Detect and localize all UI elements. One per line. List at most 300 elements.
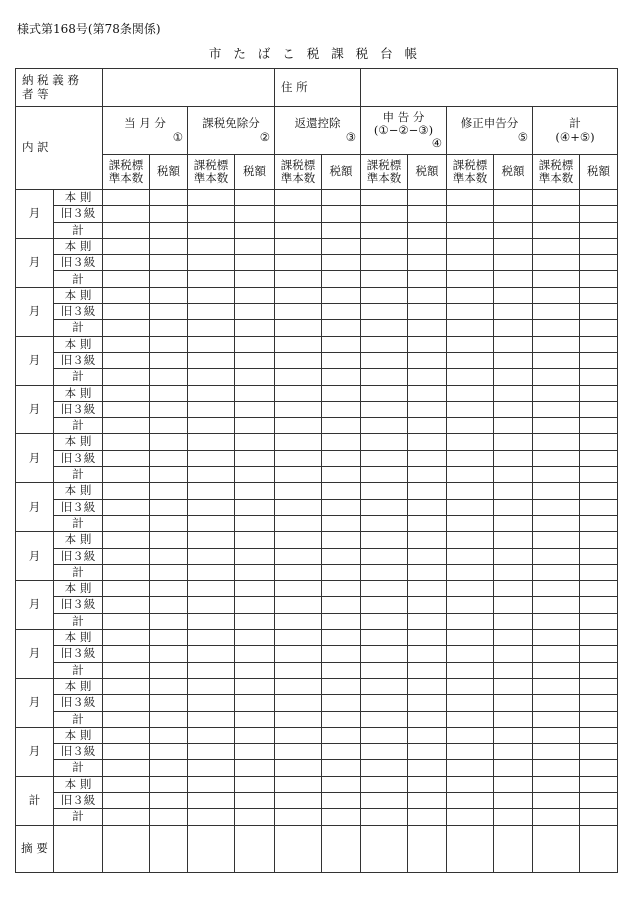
entry-cell[interactable] (103, 238, 150, 254)
entry-cell[interactable] (447, 809, 494, 825)
entry-cell[interactable] (533, 792, 580, 808)
entry-cell[interactable] (494, 385, 533, 401)
summary-entry-cell[interactable] (188, 825, 235, 872)
entry-cell[interactable] (580, 304, 618, 320)
entry-cell[interactable] (103, 727, 150, 743)
entry-cell[interactable] (408, 369, 447, 385)
entry-cell[interactable] (235, 336, 275, 352)
entry-cell[interactable] (533, 662, 580, 678)
entry-cell[interactable] (188, 238, 235, 254)
entry-cell[interactable] (494, 711, 533, 727)
entry-cell[interactable] (533, 418, 580, 434)
entry-cell[interactable] (408, 515, 447, 531)
entry-cell[interactable] (533, 320, 580, 336)
entry-cell[interactable] (188, 532, 235, 548)
entry-cell[interactable] (494, 352, 533, 368)
entry-cell[interactable] (322, 695, 361, 711)
entry-cell[interactable] (361, 434, 408, 450)
entry-cell[interactable] (150, 776, 188, 792)
entry-cell[interactable] (322, 222, 361, 238)
entry-cell[interactable] (408, 190, 447, 206)
entry-cell[interactable] (408, 238, 447, 254)
entry-cell[interactable] (103, 581, 150, 597)
entry-cell[interactable] (235, 581, 275, 597)
entry-cell[interactable] (188, 206, 235, 222)
entry-cell[interactable] (322, 760, 361, 776)
entry-cell[interactable] (580, 695, 618, 711)
entry-cell[interactable] (188, 581, 235, 597)
entry-cell[interactable] (361, 630, 408, 646)
entry-cell[interactable] (275, 695, 322, 711)
entry-cell[interactable] (447, 581, 494, 597)
entry-cell[interactable] (580, 711, 618, 727)
entry-cell[interactable] (408, 613, 447, 629)
entry-cell[interactable] (188, 792, 235, 808)
entry-cell[interactable] (103, 304, 150, 320)
summary-entry-cell[interactable] (580, 825, 618, 872)
entry-cell[interactable] (188, 271, 235, 287)
entry-cell[interactable] (103, 450, 150, 466)
entry-cell[interactable] (580, 597, 618, 613)
entry-cell[interactable] (322, 597, 361, 613)
entry-cell[interactable] (533, 369, 580, 385)
entry-cell[interactable] (103, 190, 150, 206)
entry-cell[interactable] (188, 255, 235, 271)
entry-cell[interactable] (235, 515, 275, 531)
entry-cell[interactable] (322, 792, 361, 808)
entry-cell[interactable] (103, 385, 150, 401)
entry-cell[interactable] (150, 792, 188, 808)
entry-cell[interactable] (150, 564, 188, 580)
entry-cell[interactable] (322, 646, 361, 662)
entry-cell[interactable] (408, 287, 447, 303)
entry-cell[interactable] (447, 352, 494, 368)
entry-cell[interactable] (150, 467, 188, 483)
entry-cell[interactable] (103, 336, 150, 352)
entry-cell[interactable] (275, 483, 322, 499)
entry-cell[interactable] (188, 760, 235, 776)
entry-cell[interactable] (494, 776, 533, 792)
entry-cell[interactable] (275, 792, 322, 808)
entry-cell[interactable] (494, 287, 533, 303)
entry-cell[interactable] (361, 320, 408, 336)
entry-cell[interactable] (235, 646, 275, 662)
entry-cell[interactable] (494, 548, 533, 564)
entry-cell[interactable] (408, 320, 447, 336)
entry-cell[interactable] (408, 662, 447, 678)
entry-cell[interactable] (188, 304, 235, 320)
entry-cell[interactable] (235, 678, 275, 694)
entry-cell[interactable] (533, 287, 580, 303)
entry-cell[interactable] (580, 662, 618, 678)
entry-cell[interactable] (361, 662, 408, 678)
entry-cell[interactable] (103, 613, 150, 629)
entry-cell[interactable] (103, 369, 150, 385)
entry-cell[interactable] (447, 760, 494, 776)
entry-cell[interactable] (103, 206, 150, 222)
entry-cell[interactable] (150, 532, 188, 548)
entry-cell[interactable] (103, 222, 150, 238)
entry-cell[interactable] (533, 727, 580, 743)
entry-cell[interactable] (580, 238, 618, 254)
entry-cell[interactable] (275, 727, 322, 743)
entry-cell[interactable] (361, 206, 408, 222)
summary-entry-cell[interactable] (494, 825, 533, 872)
entry-cell[interactable] (322, 744, 361, 760)
entry-cell[interactable] (103, 695, 150, 711)
entry-cell[interactable] (322, 515, 361, 531)
entry-cell[interactable] (533, 190, 580, 206)
entry-cell[interactable] (408, 564, 447, 580)
entry-cell[interactable] (322, 190, 361, 206)
entry-cell[interactable] (494, 630, 533, 646)
entry-cell[interactable] (447, 271, 494, 287)
entry-cell[interactable] (447, 320, 494, 336)
entry-cell[interactable] (188, 809, 235, 825)
entry-cell[interactable] (322, 385, 361, 401)
entry-cell[interactable] (580, 776, 618, 792)
entry-cell[interactable] (322, 630, 361, 646)
entry-cell[interactable] (188, 222, 235, 238)
entry-cell[interactable] (447, 711, 494, 727)
entry-cell[interactable] (235, 532, 275, 548)
entry-cell[interactable] (275, 450, 322, 466)
entry-cell[interactable] (408, 597, 447, 613)
summary-entry-cell[interactable] (408, 825, 447, 872)
entry-cell[interactable] (103, 776, 150, 792)
entry-cell[interactable] (580, 515, 618, 531)
entry-cell[interactable] (447, 776, 494, 792)
entry-cell[interactable] (494, 792, 533, 808)
entry-cell[interactable] (533, 271, 580, 287)
entry-cell[interactable] (580, 646, 618, 662)
entry-cell[interactable] (103, 532, 150, 548)
entry-cell[interactable] (322, 532, 361, 548)
entry-cell[interactable] (408, 434, 447, 450)
entry-cell[interactable] (533, 532, 580, 548)
entry-cell[interactable] (103, 320, 150, 336)
entry-cell[interactable] (235, 238, 275, 254)
summary-entry-cell[interactable] (150, 825, 188, 872)
entry-cell[interactable] (275, 369, 322, 385)
entry-cell[interactable] (408, 744, 447, 760)
entry-cell[interactable] (533, 467, 580, 483)
entry-cell[interactable] (275, 401, 322, 417)
entry-cell[interactable] (447, 630, 494, 646)
entry-cell[interactable] (235, 548, 275, 564)
entry-cell[interactable] (447, 206, 494, 222)
entry-cell[interactable] (580, 760, 618, 776)
entry-cell[interactable] (103, 467, 150, 483)
entry-cell[interactable] (275, 434, 322, 450)
entry-cell[interactable] (494, 206, 533, 222)
entry-cell[interactable] (150, 222, 188, 238)
entry-cell[interactable] (447, 385, 494, 401)
entry-cell[interactable] (408, 401, 447, 417)
entry-cell[interactable] (533, 744, 580, 760)
entry-cell[interactable] (150, 483, 188, 499)
entry-cell[interactable] (494, 613, 533, 629)
entry-cell[interactable] (447, 515, 494, 531)
entry-cell[interactable] (494, 532, 533, 548)
entry-cell[interactable] (322, 727, 361, 743)
entry-cell[interactable] (533, 304, 580, 320)
entry-cell[interactable] (235, 434, 275, 450)
entry-cell[interactable] (322, 450, 361, 466)
entry-cell[interactable] (275, 744, 322, 760)
entry-cell[interactable] (103, 564, 150, 580)
entry-cell[interactable] (235, 630, 275, 646)
entry-cell[interactable] (322, 776, 361, 792)
entry-cell[interactable] (494, 222, 533, 238)
summary-blank-cell[interactable] (54, 825, 103, 872)
entry-cell[interactable] (103, 352, 150, 368)
entry-cell[interactable] (188, 336, 235, 352)
entry-cell[interactable] (408, 532, 447, 548)
entry-cell[interactable] (150, 515, 188, 531)
entry-cell[interactable] (533, 483, 580, 499)
entry-cell[interactable] (447, 532, 494, 548)
entry-cell[interactable] (580, 418, 618, 434)
entry-cell[interactable] (275, 190, 322, 206)
entry-cell[interactable] (188, 662, 235, 678)
entry-cell[interactable] (275, 613, 322, 629)
entry-cell[interactable] (408, 499, 447, 515)
entry-cell[interactable] (408, 630, 447, 646)
entry-cell[interactable] (447, 792, 494, 808)
entry-cell[interactable] (103, 287, 150, 303)
entry-cell[interactable] (408, 418, 447, 434)
entry-cell[interactable] (235, 662, 275, 678)
entry-cell[interactable] (275, 320, 322, 336)
entry-cell[interactable] (150, 304, 188, 320)
entry-cell[interactable] (408, 336, 447, 352)
entry-cell[interactable] (188, 613, 235, 629)
summary-entry-cell[interactable] (533, 825, 580, 872)
summary-entry-cell[interactable] (275, 825, 322, 872)
entry-cell[interactable] (494, 499, 533, 515)
entry-cell[interactable] (580, 206, 618, 222)
entry-cell[interactable] (235, 483, 275, 499)
entry-cell[interactable] (150, 809, 188, 825)
entry-cell[interactable] (322, 467, 361, 483)
entry-cell[interactable] (103, 678, 150, 694)
entry-cell[interactable] (533, 548, 580, 564)
entry-cell[interactable] (494, 744, 533, 760)
entry-cell[interactable] (188, 190, 235, 206)
entry-cell[interactable] (533, 581, 580, 597)
entry-cell[interactable] (150, 597, 188, 613)
entry-cell[interactable] (447, 564, 494, 580)
entry-cell[interactable] (150, 190, 188, 206)
entry-cell[interactable] (494, 336, 533, 352)
entry-cell[interactable] (533, 613, 580, 629)
entry-cell[interactable] (275, 809, 322, 825)
entry-cell[interactable] (361, 760, 408, 776)
entry-cell[interactable] (580, 434, 618, 450)
entry-cell[interactable] (494, 646, 533, 662)
entry-cell[interactable] (275, 336, 322, 352)
entry-cell[interactable] (322, 304, 361, 320)
entry-cell[interactable] (235, 401, 275, 417)
entry-cell[interactable] (235, 760, 275, 776)
entry-cell[interactable] (580, 450, 618, 466)
entry-cell[interactable] (533, 760, 580, 776)
entry-cell[interactable] (235, 809, 275, 825)
entry-cell[interactable] (533, 776, 580, 792)
entry-cell[interactable] (533, 255, 580, 271)
entry-cell[interactable] (322, 678, 361, 694)
entry-cell[interactable] (150, 369, 188, 385)
entry-cell[interactable] (447, 238, 494, 254)
entry-cell[interactable] (361, 809, 408, 825)
entry-cell[interactable] (322, 581, 361, 597)
entry-cell[interactable] (533, 564, 580, 580)
entry-cell[interactable] (150, 711, 188, 727)
entry-cell[interactable] (533, 646, 580, 662)
entry-cell[interactable] (188, 630, 235, 646)
entry-cell[interactable] (235, 776, 275, 792)
entry-cell[interactable] (533, 499, 580, 515)
entry-cell[interactable] (408, 727, 447, 743)
entry-cell[interactable] (447, 727, 494, 743)
entry-cell[interactable] (275, 564, 322, 580)
entry-cell[interactable] (361, 385, 408, 401)
entry-cell[interactable] (188, 401, 235, 417)
entry-cell[interactable] (580, 564, 618, 580)
entry-cell[interactable] (361, 548, 408, 564)
entry-cell[interactable] (235, 711, 275, 727)
entry-cell[interactable] (188, 515, 235, 531)
entry-cell[interactable] (494, 564, 533, 580)
entry-cell[interactable] (494, 760, 533, 776)
entry-cell[interactable] (188, 352, 235, 368)
entry-cell[interactable] (580, 320, 618, 336)
entry-cell[interactable] (150, 401, 188, 417)
entry-cell[interactable] (150, 336, 188, 352)
entry-cell[interactable] (361, 222, 408, 238)
entry-cell[interactable] (361, 532, 408, 548)
entry-cell[interactable] (447, 662, 494, 678)
entry-cell[interactable] (275, 418, 322, 434)
entry-cell[interactable] (408, 206, 447, 222)
entry-cell[interactable] (188, 499, 235, 515)
entry-cell[interactable] (494, 809, 533, 825)
entry-cell[interactable] (533, 630, 580, 646)
entry-cell[interactable] (188, 711, 235, 727)
entry-cell[interactable] (580, 336, 618, 352)
entry-cell[interactable] (103, 646, 150, 662)
entry-cell[interactable] (408, 385, 447, 401)
entry-cell[interactable] (361, 467, 408, 483)
entry-cell[interactable] (188, 450, 235, 466)
entry-cell[interactable] (322, 564, 361, 580)
entry-cell[interactable] (235, 385, 275, 401)
address-value-cell[interactable] (361, 69, 618, 107)
entry-cell[interactable] (494, 695, 533, 711)
entry-cell[interactable] (447, 190, 494, 206)
entry-cell[interactable] (408, 776, 447, 792)
entry-cell[interactable] (150, 255, 188, 271)
entry-cell[interactable] (275, 548, 322, 564)
entry-cell[interactable] (322, 418, 361, 434)
entry-cell[interactable] (275, 646, 322, 662)
entry-cell[interactable] (494, 304, 533, 320)
entry-cell[interactable] (533, 238, 580, 254)
entry-cell[interactable] (322, 499, 361, 515)
entry-cell[interactable] (447, 304, 494, 320)
entry-cell[interactable] (235, 450, 275, 466)
entry-cell[interactable] (408, 646, 447, 662)
entry-cell[interactable] (533, 678, 580, 694)
entry-cell[interactable] (533, 711, 580, 727)
entry-cell[interactable] (235, 418, 275, 434)
entry-cell[interactable] (580, 548, 618, 564)
entry-cell[interactable] (447, 401, 494, 417)
entry-cell[interactable] (494, 450, 533, 466)
entry-cell[interactable] (235, 271, 275, 287)
entry-cell[interactable] (580, 369, 618, 385)
entry-cell[interactable] (494, 238, 533, 254)
entry-cell[interactable] (150, 434, 188, 450)
entry-cell[interactable] (361, 711, 408, 727)
entry-cell[interactable] (447, 678, 494, 694)
entry-cell[interactable] (494, 597, 533, 613)
entry-cell[interactable] (103, 744, 150, 760)
entry-cell[interactable] (580, 222, 618, 238)
entry-cell[interactable] (322, 613, 361, 629)
entry-cell[interactable] (275, 597, 322, 613)
entry-cell[interactable] (235, 727, 275, 743)
entry-cell[interactable] (580, 630, 618, 646)
entry-cell[interactable] (361, 352, 408, 368)
entry-cell[interactable] (580, 385, 618, 401)
entry-cell[interactable] (322, 255, 361, 271)
entry-cell[interactable] (103, 255, 150, 271)
entry-cell[interactable] (494, 418, 533, 434)
entry-cell[interactable] (275, 711, 322, 727)
entry-cell[interactable] (533, 515, 580, 531)
entry-cell[interactable] (188, 564, 235, 580)
entry-cell[interactable] (103, 597, 150, 613)
entry-cell[interactable] (275, 385, 322, 401)
entry-cell[interactable] (494, 467, 533, 483)
entry-cell[interactable] (447, 450, 494, 466)
entry-cell[interactable] (580, 271, 618, 287)
entry-cell[interactable] (361, 190, 408, 206)
entry-cell[interactable] (580, 532, 618, 548)
entry-cell[interactable] (235, 222, 275, 238)
entry-cell[interactable] (408, 548, 447, 564)
entry-cell[interactable] (188, 695, 235, 711)
entry-cell[interactable] (150, 320, 188, 336)
entry-cell[interactable] (361, 695, 408, 711)
entry-cell[interactable] (188, 287, 235, 303)
entry-cell[interactable] (447, 336, 494, 352)
entry-cell[interactable] (188, 727, 235, 743)
entry-cell[interactable] (235, 190, 275, 206)
entry-cell[interactable] (494, 401, 533, 417)
entry-cell[interactable] (361, 255, 408, 271)
entry-cell[interactable] (322, 434, 361, 450)
entry-cell[interactable] (235, 352, 275, 368)
entry-cell[interactable] (275, 532, 322, 548)
entry-cell[interactable] (188, 646, 235, 662)
entry-cell[interactable] (275, 776, 322, 792)
entry-cell[interactable] (235, 255, 275, 271)
entry-cell[interactable] (408, 467, 447, 483)
entry-cell[interactable] (580, 255, 618, 271)
